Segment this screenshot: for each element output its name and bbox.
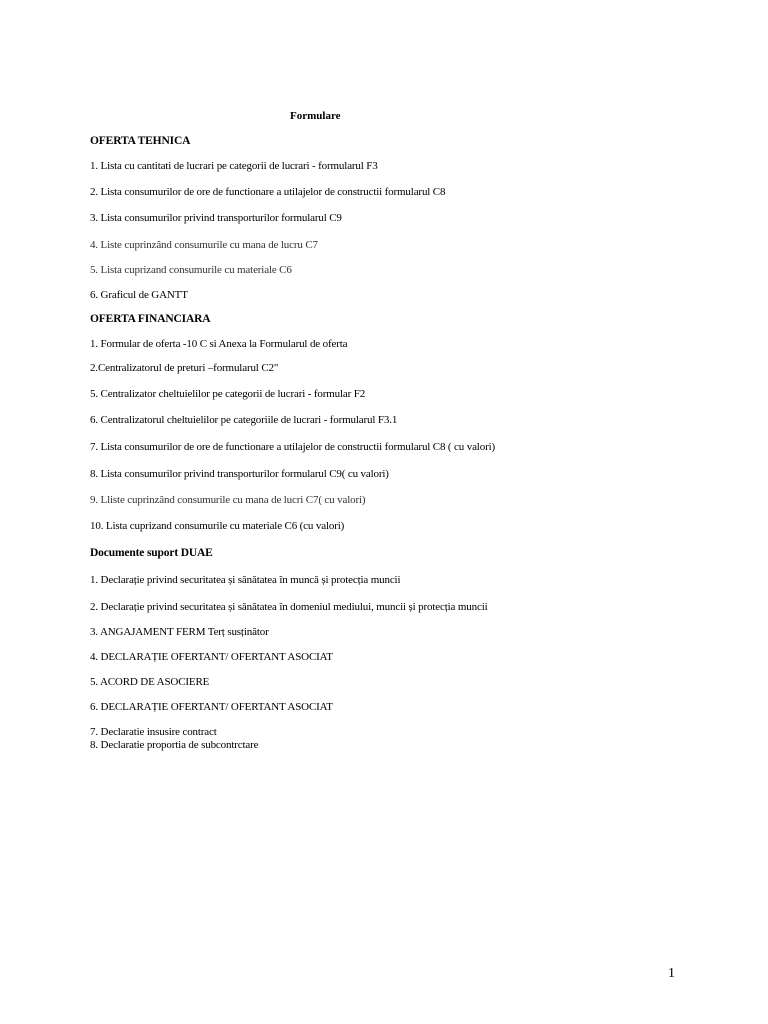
list-item: 6. DECLARAȚIE OFERTANT/ OFERTANT ASOCIAT xyxy=(90,701,333,713)
list-item: 3. ANGAJAMENT FERM Terț susținător xyxy=(90,626,269,638)
list-item: 9. Lliste cuprinzând consumurile cu mana de lucri C7( cu valori) xyxy=(90,494,366,506)
list-item: 6. Centralizatorul cheltuielilor pe categoriile de lucrari - formularul F3.1 xyxy=(90,414,398,426)
list-item: 1. Formular de oferta -10 C si Anexa la Formularul de oferta xyxy=(90,338,348,350)
list-item: 1. Lista cu cantitati de lucrari pe categorii de lucrari - formularul F3 xyxy=(90,160,378,172)
list-item: 5. Centralizator cheltuielilor pe categorii de lucrari - formular F2 xyxy=(90,388,366,400)
list-item: 6. Graficul de GANTT xyxy=(90,289,188,301)
list-item: 2.Centralizatorul de preturi –formularul C2" xyxy=(90,362,279,374)
section-heading-documente-suport-duae: Documente suport DUAE xyxy=(90,547,213,559)
document-title: Formulare xyxy=(290,110,341,122)
list-item: 7. Lista consumurilor de ore de functionare a utilajelor de constructii formularul C8 ( cu valori) xyxy=(90,441,495,453)
list-item: 8. Lista consumurilor privind transporturilor formularul C9( cu valori) xyxy=(90,468,389,480)
list-item: 7. Declaratie insusire contract xyxy=(90,726,217,738)
list-item: 2. Lista consumurilor de ore de functionare a utilajelor de constructii formularul C8 xyxy=(90,186,446,198)
list-item: 4. Liste cuprinzând consumurile cu mana de lucru C7 xyxy=(90,239,318,251)
page-number: 1 xyxy=(668,966,675,981)
list-item: 10. Lista cuprizand consumurile cu materiale C6 (cu valori) xyxy=(90,520,345,532)
list-item: 1. Declarație privind securitatea și sănătatea în muncă și protecția muncii xyxy=(90,574,401,586)
list-item: 4. DECLARAȚIE OFERTANT/ OFERTANT ASOCIAT xyxy=(90,651,333,663)
list-item: 8. Declaratie proportia de subcontrctare xyxy=(90,739,259,751)
list-item: 2. Declarație privind securitatea și sănătatea în domeniul mediului, muncii și protecția muncii xyxy=(90,601,488,613)
list-item: 5. ACORD DE ASOCIERE xyxy=(90,676,210,688)
list-item: 5. Lista cuprizand consumurile cu materiale C6 xyxy=(90,264,292,276)
section-heading-oferta-tehnica: OFERTA TEHNICA xyxy=(90,135,191,147)
list-item: 3. Lista consumurilor privind transporturilor formularul C9 xyxy=(90,212,342,224)
section-heading-oferta-financiara: OFERTA FINANCIARA xyxy=(90,313,211,325)
